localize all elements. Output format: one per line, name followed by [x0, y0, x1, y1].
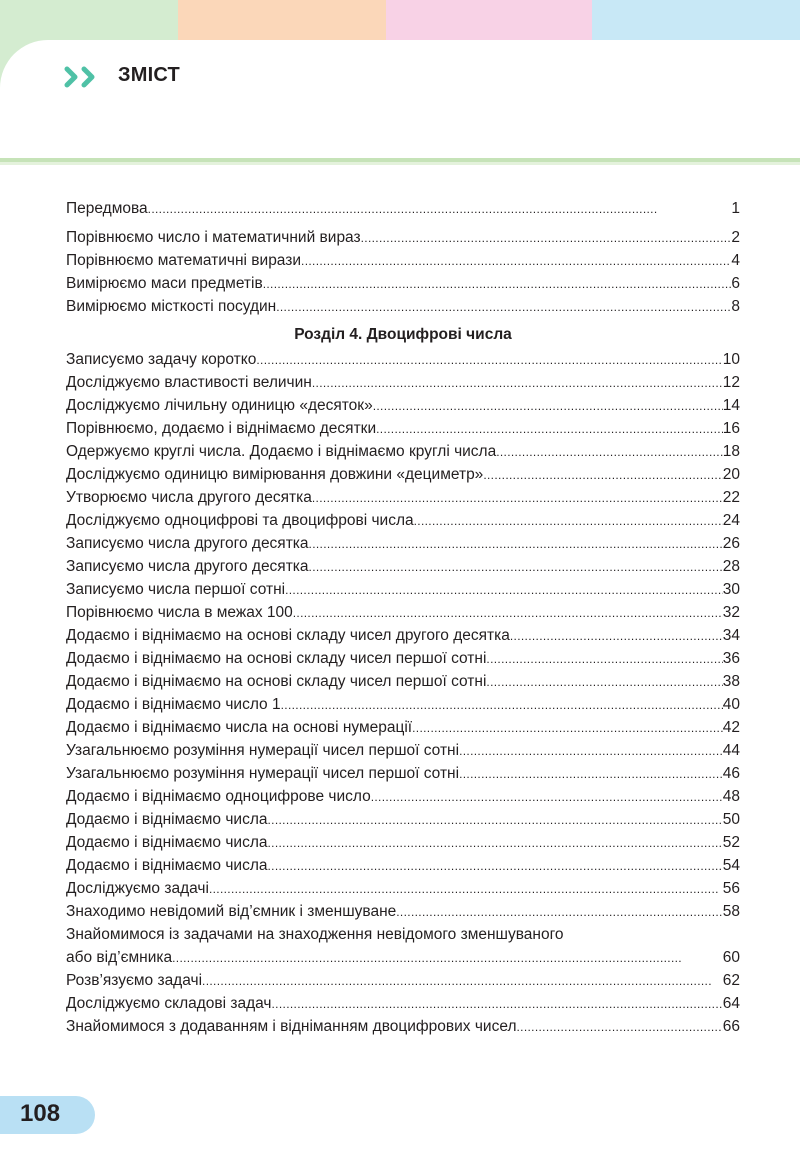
- dot-leader: [309, 555, 723, 578]
- dot-leader: [459, 762, 723, 785]
- toc-entry-title: Додаємо і віднімаємо на основі складу чисел першої сотні: [66, 673, 487, 690]
- toc-entry-title: Записуємо числа другого десятка: [66, 535, 309, 552]
- toc-entry-page: 16: [722, 420, 740, 437]
- toc-entry-page: 1: [731, 200, 740, 217]
- dot-leader: [281, 693, 723, 716]
- dot-leader: [268, 831, 723, 854]
- toc-entry-title: Знайомимося з додаванням і відніманням двоцифрових чисел: [66, 1018, 517, 1035]
- top-color-strip: [0, 0, 800, 42]
- toc-entry[interactable]: [66, 295, 740, 318]
- toc-entry-page: 24: [722, 512, 740, 529]
- toc-entry-page: 42: [722, 719, 740, 736]
- toc-entry-title: Вимірюємо місткості посудин: [66, 298, 277, 315]
- toc-entry[interactable]: [66, 785, 740, 808]
- table-of-contents: [66, 197, 740, 1038]
- toc-entry[interactable]: [66, 601, 740, 624]
- toc-entry[interactable]: [66, 578, 740, 601]
- toc-entry-page: 2: [731, 229, 740, 246]
- dot-leader: [309, 532, 723, 555]
- toc-entry-title: Досліджуємо складові задач: [66, 995, 272, 1012]
- toc-entry-title: Утворюємо числа другого десятка: [66, 489, 312, 506]
- toc-entry[interactable]: [66, 900, 740, 923]
- dot-leader: [486, 647, 722, 670]
- section-heading: Розділ 4. Двоцифрові числа: [294, 326, 512, 343]
- toc-entry-title: Одержуємо круглі числа. Додаємо і віднімаємо круглі числа: [66, 443, 497, 460]
- dot-leader: [486, 670, 722, 693]
- toc-entry-title: Додаємо і віднімаємо на основі складу чисел першої сотні: [66, 650, 487, 667]
- toc-entry-page: 22: [722, 489, 740, 506]
- toc-entry-page: 46: [722, 765, 740, 782]
- dot-leader: [263, 272, 732, 295]
- double-chevron-icon: [64, 66, 104, 93]
- toc-entry-title: Додаємо і віднімаємо числа: [66, 811, 268, 828]
- toc-entry-title: Порівнюємо число і математичний вираз: [66, 229, 361, 246]
- toc-entry-page: 18: [722, 443, 740, 460]
- toc-entry-title: Записуємо задачу коротко: [66, 351, 257, 368]
- toc-entry-title: Узагальнюємо розуміння нумерації чисел першої сотні: [66, 765, 460, 782]
- dot-leader: [412, 716, 723, 739]
- dot-leader: [268, 854, 723, 877]
- toc-entry-page: 60: [722, 949, 740, 966]
- toc-entry-page: 12: [722, 374, 740, 391]
- toc-entry-page: 20: [722, 466, 740, 483]
- strip-pink: [386, 0, 592, 42]
- toc-entry[interactable]: [66, 670, 740, 693]
- header-divider-light: [0, 162, 800, 165]
- toc-entry[interactable]: [66, 854, 740, 877]
- toc-entry[interactable]: [66, 831, 740, 854]
- dot-leader: [268, 808, 723, 831]
- toc-entry[interactable]: [66, 272, 740, 295]
- dot-leader: [376, 417, 723, 440]
- toc-entry[interactable]: [66, 197, 740, 220]
- toc-entry[interactable]: [66, 647, 740, 670]
- toc-entry-page: 54: [722, 857, 740, 874]
- dot-leader: [285, 578, 723, 601]
- toc-entry-page: 32: [722, 604, 740, 621]
- toc-entry[interactable]: [66, 440, 740, 463]
- dot-leader: [312, 486, 723, 509]
- toc-entry-title: Розв’язуємо задачі: [66, 972, 203, 989]
- toc-entry[interactable]: [66, 226, 740, 249]
- toc-entry[interactable]: [66, 693, 740, 716]
- toc-entry-page: 4: [731, 252, 740, 269]
- dot-leader: [312, 371, 723, 394]
- toc-entry-page: 58: [722, 903, 740, 920]
- toc-entry-title: Додаємо і віднімаємо числа на основі нумерації: [66, 719, 413, 736]
- toc-entry[interactable]: [66, 1015, 740, 1038]
- toc-entry-page: 26: [722, 535, 740, 552]
- toc-entry-page: 34: [722, 627, 740, 644]
- toc-entry-page: 10: [722, 351, 740, 368]
- toc-entry[interactable]: [66, 463, 740, 486]
- toc-entry-title: Передмова: [66, 200, 148, 217]
- toc-entry-page: 56: [722, 880, 740, 897]
- toc-entry[interactable]: [66, 555, 740, 578]
- toc-entry[interactable]: [66, 969, 740, 992]
- toc-entry[interactable]: [66, 624, 740, 647]
- toc-entry-title-line1: Знайомимося із задачами на знаходження невідомого зменшуваного: [66, 926, 564, 943]
- toc-entry-title: Додаємо і віднімаємо число 1: [66, 696, 281, 713]
- toc-entry[interactable]: [66, 417, 740, 440]
- dot-leader: [172, 946, 723, 969]
- toc-entry-page: 48: [722, 788, 740, 805]
- header-card: [0, 40, 800, 158]
- dot-leader: [256, 348, 722, 371]
- dot-leader: [414, 509, 723, 532]
- toc-entry[interactable]: [66, 249, 740, 272]
- toc-entry-page: 36: [722, 650, 740, 667]
- toc-entry-title: Досліджуємо задачі: [66, 880, 209, 897]
- dot-leader: [209, 877, 723, 900]
- toc-entry-title: Знаходимо невідомий від’ємник і зменшуване: [66, 903, 397, 920]
- dot-leader: [276, 295, 731, 318]
- dot-leader: [148, 197, 732, 220]
- toc-entry-title: Додаємо і віднімаємо на основі складу чисел другого десятка: [66, 627, 510, 644]
- toc-entry[interactable]: [66, 532, 740, 555]
- page-number: 108: [20, 1100, 61, 1127]
- toc-entry-page: 38: [722, 673, 740, 690]
- toc-entry-page: 50: [722, 811, 740, 828]
- toc-entry[interactable]: [66, 509, 740, 532]
- dot-leader: [293, 601, 723, 624]
- toc-entry[interactable]: [66, 762, 740, 785]
- toc-entry-title: Узагальнюємо розуміння нумерації чисел першої сотні: [66, 742, 460, 759]
- toc-entry-title: Додаємо і віднімаємо одноцифрове число: [66, 788, 371, 805]
- strip-blue: [592, 0, 800, 42]
- toc-entry-title: Досліджуємо одиницю вимірювання довжини «дециметр»: [66, 466, 484, 483]
- toc-entry-page: 62: [722, 972, 740, 989]
- toc-entry[interactable]: [66, 371, 740, 394]
- dot-leader: [272, 992, 723, 1015]
- toc-entry[interactable]: [66, 486, 740, 509]
- toc-entry[interactable]: [66, 716, 740, 739]
- toc-entry-title: Записуємо числа другого десятка: [66, 558, 309, 575]
- dot-leader: [516, 1015, 722, 1038]
- page-title: ЗМІСТ: [118, 64, 180, 86]
- dot-leader: [202, 969, 723, 992]
- toc-entry-page: 8: [731, 298, 740, 315]
- toc-entry[interactable]: [66, 394, 740, 417]
- toc-entry-page: 6: [731, 275, 740, 292]
- dot-leader: [459, 739, 723, 762]
- dot-leader: [496, 440, 723, 463]
- dot-leader: [510, 624, 723, 647]
- dot-leader: [373, 394, 723, 417]
- toc-entry-title: Досліджуємо властивості величин: [66, 374, 312, 391]
- toc-entry-page: 52: [722, 834, 740, 851]
- toc-entry-page: 14: [722, 397, 740, 414]
- toc-entry-title: Вимірюємо маси предметів: [66, 275, 263, 292]
- toc-entry-page: 40: [722, 696, 740, 713]
- toc-entry-title: Додаємо і віднімаємо числа: [66, 834, 268, 851]
- dot-leader: [396, 900, 722, 923]
- dot-leader: [301, 249, 731, 272]
- dot-leader: [371, 785, 723, 808]
- toc-entry-wrapped[interactable]: [66, 923, 740, 969]
- dot-leader: [361, 226, 732, 249]
- toc-entry[interactable]: [66, 348, 740, 371]
- toc-entry-page: 64: [722, 995, 740, 1012]
- dot-leader: [483, 463, 722, 486]
- toc-entry-title: Досліджуємо лічильну одиницю «десяток»: [66, 397, 373, 414]
- toc-entry-title: Записуємо числа першої сотні: [66, 581, 286, 598]
- strip-orange: [178, 0, 386, 42]
- toc-entry[interactable]: [66, 877, 740, 900]
- toc-entry-page: 66: [722, 1018, 740, 1035]
- toc-entry-page: 44: [722, 742, 740, 759]
- toc-entry-title: Порівнюємо, додаємо і віднімаємо десятки: [66, 420, 377, 437]
- toc-entry[interactable]: [66, 739, 740, 762]
- toc-entry-title: Досліджуємо одноцифрові та двоцифрові числа: [66, 512, 414, 529]
- toc-entry-page: 28: [722, 558, 740, 575]
- toc-entry-page: 30: [722, 581, 740, 598]
- toc-entry-title: Додаємо і віднімаємо числа: [66, 857, 268, 874]
- toc-entry-title-line2: або від’ємника: [66, 949, 173, 966]
- toc-entry-title: Порівнюємо числа в межах 100: [66, 604, 293, 621]
- toc-entry-title: Порівнюємо математичні вирази: [66, 252, 302, 269]
- toc-entry[interactable]: [66, 992, 740, 1015]
- toc-entry-line2: [66, 946, 740, 969]
- toc-entry[interactable]: [66, 808, 740, 831]
